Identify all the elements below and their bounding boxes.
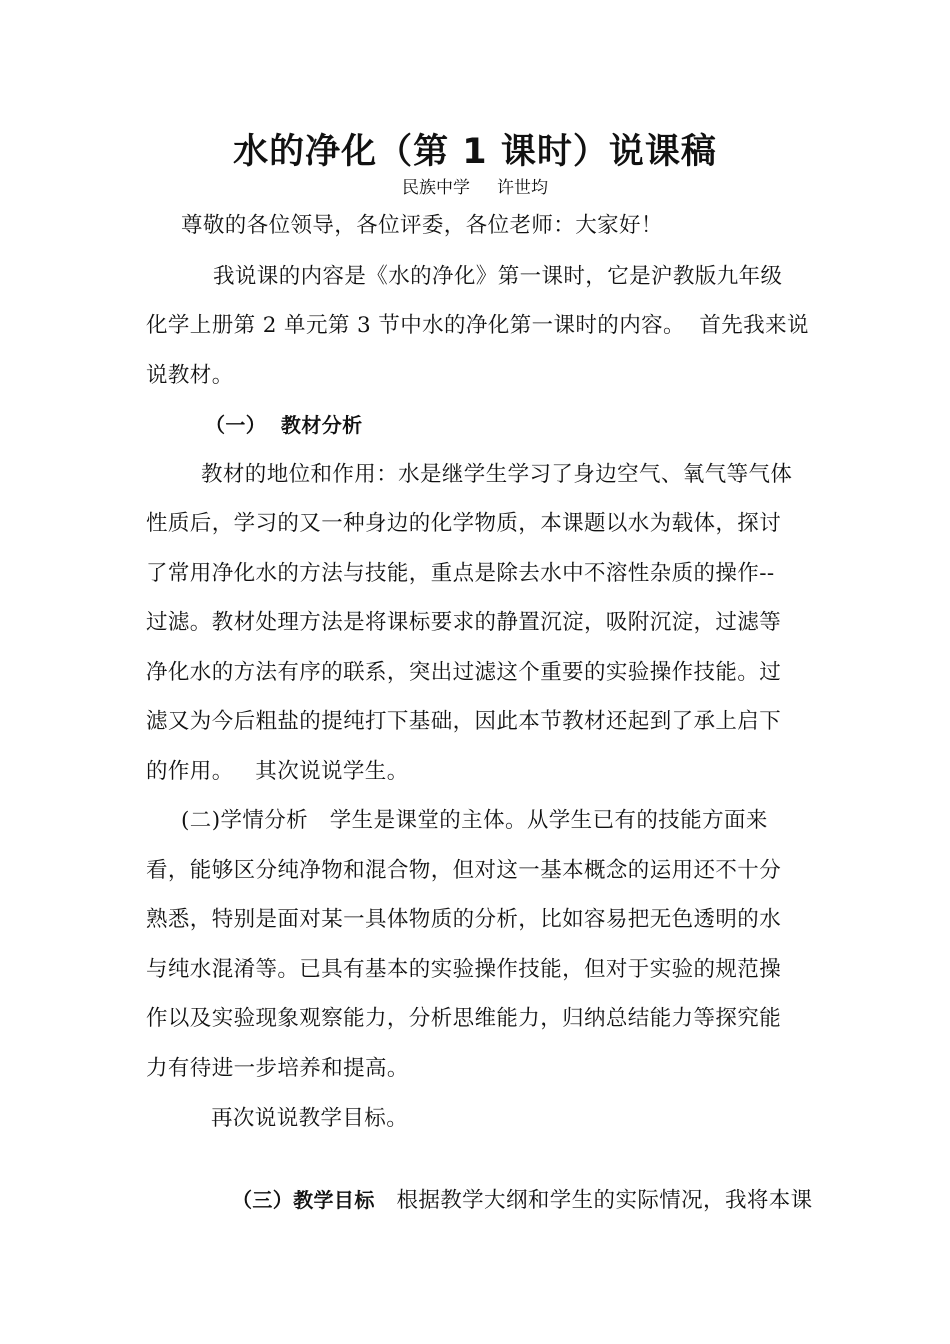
paragraph-line: 教材的地位和作用：水是继学生学习了身边空气、氧气等气体 — [201, 462, 793, 487]
paragraph-line: 说教材。 — [146, 363, 234, 388]
paragraph-line: 力有待进一步培养和提高。 — [146, 1056, 409, 1081]
section-3-line — [203, 1155, 813, 1246]
paragraph-line: 化学上册第 2 单元第 3 节中水的净化第一课时的内容。 首先我来说 — [146, 313, 809, 338]
paragraph-line: 我说课的内容是《水的净化》第一课时，它是沪教版九年级 — [213, 264, 783, 289]
section-heading-1: （一） 教材分析 — [205, 413, 363, 437]
paragraph-line: 滤又为今后粗盐的提纯打下基础，因此本节教材还起到了承上启下 — [146, 709, 782, 734]
section-2-line: (二)学情分析 学生是课堂的主体。从学生已有的技能方面来 — [181, 808, 768, 833]
paragraph-line: 与纯水混淆等。已具有基本的实验操作技能，但对于实验的规范操 — [146, 957, 782, 982]
transition-line: 再次说说教学目标。 — [211, 1106, 409, 1131]
paragraph-line: 了常用净化水的方法与技能，重点是除去水中不溶性杂质的操作-- — [146, 561, 775, 586]
section-3-text: 根据教学大纲和学生的实际情况，我将本课 — [374, 1188, 813, 1213]
paragraph-line: 的作用。 其次说说学生。 — [146, 759, 409, 784]
paragraph-line: 净化水的方法有序的联系，突出过滤这个重要的实验操作技能。过 — [146, 660, 782, 685]
document-title: 水的净化（第 1 课时）说课稿 — [233, 132, 717, 172]
section-heading-3: （三）教学目标 — [231, 1188, 375, 1212]
paragraph-line: 看，能够区分纯净物和混合物，但对这一基本概念的运用还不十分 — [146, 858, 782, 883]
paragraph-line: 过滤。教材处理方法是将课标要求的静置沉淀，吸附沉淀，过滤等 — [146, 610, 782, 635]
author-byline: 民族中学 许世均 — [401, 178, 549, 198]
paragraph-line: 作以及实验现象观察能力，分析思维能力，归纳总结能力等探究能 — [146, 1006, 782, 1031]
paragraph-line: 性质后，学习的又一种身边的化学物质，本课题以水为载体，探讨 — [146, 511, 782, 536]
paragraph-line: 熟悉，特别是面对某一具体物质的分析，比如容易把无色透明的水 — [146, 907, 782, 932]
greeting: 尊敬的各位领导，各位评委，各位老师：大家好！ — [181, 213, 663, 238]
